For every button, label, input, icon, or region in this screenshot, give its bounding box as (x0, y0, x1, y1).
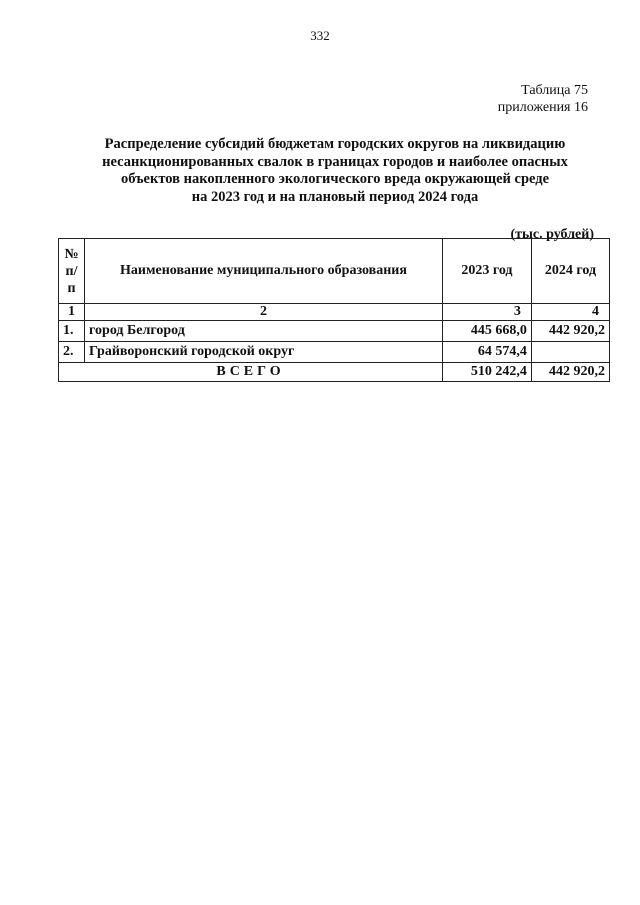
subsidy-table (58, 238, 610, 382)
table-row (59, 342, 610, 363)
row-value-2023: 64 574,4 (442, 342, 531, 363)
column-index-row (59, 304, 610, 321)
row-municipality: город Белгород (85, 321, 443, 342)
header-year-2023: 2023 год (442, 239, 531, 304)
column-index: 3 (442, 304, 531, 321)
header-number-abbr: п/п (65, 263, 78, 296)
total-label: ВСЕГО (59, 363, 443, 382)
row-value-2023: 445 668,0 (442, 321, 531, 342)
page-number: 332 (310, 28, 330, 43)
row-number: 1. (59, 321, 85, 342)
header-year-2024: 2024 год (531, 239, 609, 304)
header-number-symbol: № (64, 246, 79, 262)
table-reference-line1: Таблица 75 (521, 83, 588, 98)
row-number: 2. (59, 342, 85, 363)
document-title (60, 136, 610, 206)
total-value-2023: 510 242,4 (442, 363, 531, 382)
title-line: объектов накопленного экологического вреда окружающей среде (120, 171, 550, 187)
table-reference-line2: приложения 16 (497, 100, 588, 115)
title-line: несанкционированных свалок в границах городов и наиболее опасных (102, 153, 568, 170)
table-reference (498, 82, 588, 116)
total-row (59, 363, 610, 382)
title-line: на 2023 год и на плановый период 2024 года (191, 188, 479, 205)
units-label: (тыс. рублей) (510, 227, 594, 242)
column-index: 4 (531, 304, 609, 321)
title-line: Распределение субсидий бюджетам городских округов на ликвидацию (104, 136, 566, 152)
column-index: 1 (59, 304, 85, 321)
table-row (59, 321, 610, 342)
header-municipality: Наименование муниципального образования (85, 239, 443, 304)
row-value-2024: 442 920,2 (531, 321, 609, 342)
row-municipality: Грайворонский городской округ (85, 342, 443, 363)
column-index: 2 (85, 304, 443, 321)
table-header-row (59, 239, 610, 304)
total-value-2024: 442 920,2 (531, 363, 609, 382)
header-number (59, 239, 85, 304)
row-value-2024 (531, 342, 609, 363)
